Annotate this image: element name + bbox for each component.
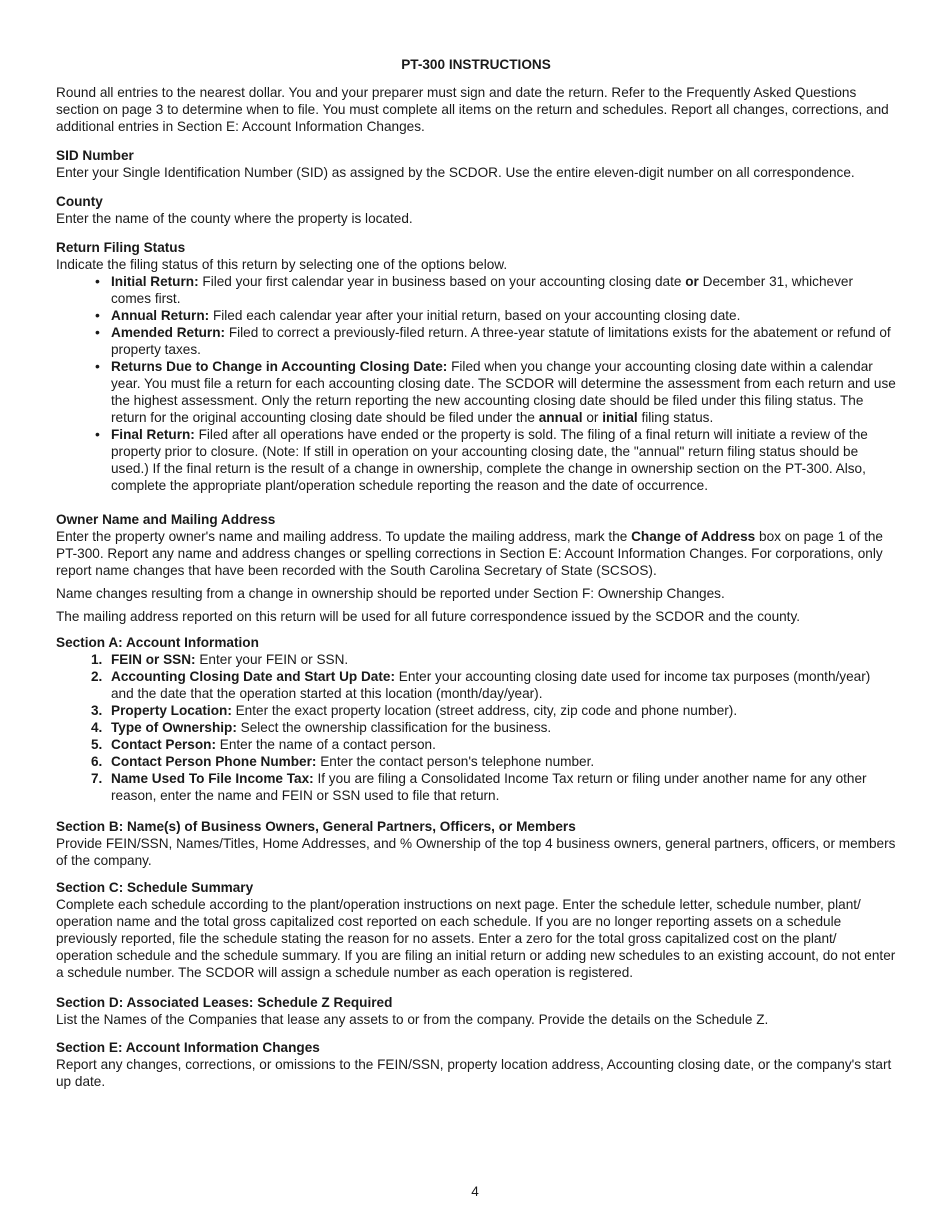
list-item: • Amended Return: Filed to correct a previously-filed return. A three-year statute of limitations exists for the abatement or refund of property taxes.: [111, 324, 896, 358]
filing-status-heading: Return Filing Status: [56, 240, 186, 255]
section-e: [56, 1039, 896, 1090]
section-e-heading: Section E: Account Information Changes: [56, 1040, 320, 1055]
list-item: 4. Type of Ownership: Select the ownership classification for the business.: [91, 720, 552, 735]
list-item: 3. Property Location: Enter the exact property location (street address, city, zip code and phone number).: [91, 703, 738, 718]
section-d-heading: Section D: Associated Leases: Schedule Z Required: [56, 995, 393, 1010]
county-text: Enter the name of the county where the property is located.: [56, 211, 413, 226]
section-c-text: Complete each schedule according to the plant/operation instructions on next page. Enter the schedule letter, schedule number, plant/ operation name and the total gross capitalized cost reported on each schedule. If you are no longer reporting assets on a schedule previously reported, file the schedule stating the reason for no assets. Enter a zero for the total gross capitalized cost on the plant/ operation schedule and the schedule summary. If you are filing an initial return or adding new schedules to an existing account, do not enter a schedule number. The SCDOR will assign a schedule number as each operation is registered.: [56, 897, 896, 980]
owner-para-3: The mailing address reported on this return will be used for all future correspondence issued by the SCDOR and the county.: [56, 609, 801, 624]
filing-status-list: [56, 273, 896, 494]
sid-text: Enter your Single Identification Number (SID) as assigned by the SCDOR. Use the entire eleven-digit number on all correspondence.: [56, 165, 855, 180]
page-title: PT-300 INSTRUCTIONS: [401, 57, 551, 72]
list-item: 5. Contact Person: Enter the name of a contact person.: [91, 737, 436, 752]
list-item: • Initial Return: Filed your first calendar year in business based on your accounting closing date or December 31, whichever comes first.: [111, 273, 896, 307]
owner-heading: Owner Name and Mailing Address: [56, 512, 276, 527]
section-a-list: [56, 651, 896, 804]
sid-heading: SID Number: [56, 148, 134, 163]
instructions-page: [56, 56, 896, 1090]
section-e-text: Report any changes, corrections, or omissions to the FEIN/SSN, property location address, Accounting closing date, or the company's start up date.: [56, 1057, 892, 1089]
section-c: [56, 879, 896, 981]
owner-section: [56, 511, 896, 625]
list-item: • Returns Due to Change in Accounting Closing Date: Filed when you change your accounting closing date within a calendar year. You must file a return for each accounting closing date. The SCDOR will determine the assessment from each return and use the highest assessment. Only the return reporting the new accounting closing date should be filed under this filing status. The return for the original accounting closing date should be filed under the annual or initial filing status.: [111, 358, 896, 426]
county-heading: County: [56, 194, 103, 209]
county-section: [56, 193, 896, 227]
section-a: [56, 634, 896, 804]
filing-status-section: [56, 239, 896, 494]
section-d: [56, 994, 896, 1028]
list-item: • Final Return: Filed after all operations have ended or the property is sold. The filing of a final return will initiate a review of the property prior to closure. (Note: If still in operation on your accounting closing date, the "annual" return filing status should be used.) If the final return is the result of a change in ownership, complete the change in ownership section on the PT-300. Also, complete the appropriate plant/operation schedule reporting the reason and the date of occurrence.: [111, 426, 896, 494]
section-d-text: List the Names of the Companies that lease any assets to or from the company. Provide the details on the Schedule Z.: [56, 1012, 769, 1027]
filing-status-text: Indicate the filing status of this return by selecting one of the options below.: [56, 257, 508, 272]
list-item: • Annual Return: Filed each calendar year after your initial return, based on your accounting closing date.: [111, 307, 896, 324]
owner-text: Enter the property owner's name and mailing address. To update the mailing address, mark the Change of Address box on page 1 of the PT-300. Report any name and address changes or spelling corrections in Section E: Account Information Changes. For corporations, only report name changes that have been recorded with the South Carolina Secretary of State (SCSOS).: [56, 529, 883, 578]
section-b: [56, 818, 896, 869]
owner-para-2: Name changes resulting from a change in ownership should be reported under Section F: Ownership Changes.: [56, 586, 725, 601]
list-item: 1. FEIN or SSN: Enter your FEIN or SSN.: [91, 652, 349, 667]
section-b-text: Provide FEIN/SSN, Names/Titles, Home Addresses, and % Ownership of the top 4 business owners, general partners, officers, or members of the company.: [56, 836, 896, 868]
section-b-heading: Section B: Name(s) of Business Owners, General Partners, Officers, or Members: [56, 819, 576, 834]
section-c-heading: Section C: Schedule Summary: [56, 880, 254, 895]
list-item: 2. Accounting Closing Date and Start Up Date: Enter your accounting closing date used for income tax purposes (month/year) and the date that the operation started at this location (month/day/year).: [91, 669, 871, 701]
section-a-heading: Section A: Account Information: [56, 635, 259, 650]
list-item: 7. Name Used To File Income Tax: If you are filing a Consolidated Income Tax return or filing under another name for any other reason, enter the name and FEIN or SSN used to file that return.: [91, 771, 867, 803]
intro-paragraph: Round all entries to the nearest dollar. You and your preparer must sign and date the return. Refer to the Frequently Asked Questions section on page 3 to determine when to file. You must complete all items on the return and schedules. Report all changes, corrections, and additional entries in Section E: Account Information Changes.: [56, 85, 889, 134]
list-item: 6. Contact Person Phone Number: Enter the contact person's telephone number.: [91, 754, 595, 769]
page-number: 4: [471, 1184, 479, 1199]
sid-section: [56, 147, 896, 181]
